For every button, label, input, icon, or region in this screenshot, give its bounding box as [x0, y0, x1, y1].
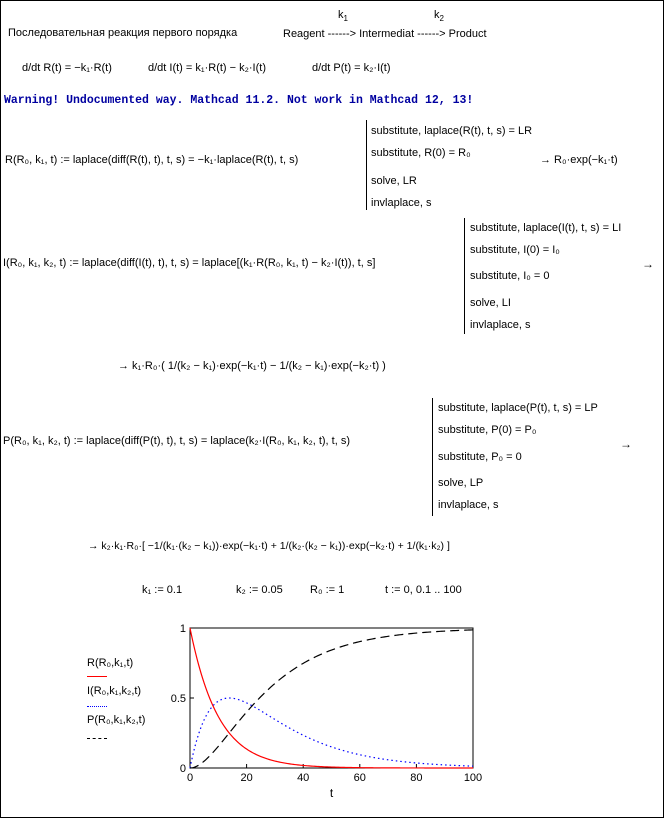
R-cmd-2: substitute, R(0) = R₀ — [371, 147, 471, 159]
P-cmd-4: solve, LP — [438, 477, 484, 489]
legend-swatch-I — [87, 706, 107, 707]
legend-swatch-R — [87, 676, 107, 677]
ode-I: d/dt I(t) = k₁·R(t) − k₂·I(t) — [148, 62, 266, 74]
R-cmd-4: invlaplace, s — [371, 197, 432, 209]
I-cmd-5: invlaplace, s — [470, 319, 531, 331]
y-tick-label: 1 — [179, 623, 186, 635]
I-cmd-4: solve, LI — [470, 297, 511, 309]
param-R0: R₀ := 1 — [310, 584, 345, 596]
P-cmd-5: invlaplace, s — [438, 499, 499, 511]
x-tick-label: 80 — [410, 772, 423, 784]
I-cmd-3: substitute, I₀ = 0 — [470, 270, 550, 282]
ode-P: d/dt P(t) = k₂·I(t) — [312, 62, 391, 74]
I-definition: I(R₀, k₁, k₂, t) := laplace(diff(I(t), t), t, s) = laplace[(k₁·R(R₀, k₁, t) − k₂·I(t)), t, s] — [3, 257, 376, 269]
x-tick-label: 100 — [463, 772, 483, 784]
I-arrow: → — [642, 257, 654, 271]
P-command-bar — [432, 398, 433, 516]
param-k1: k₁ := 0.1 — [142, 584, 183, 596]
param-t: t := 0, 0.1 .. 100 — [385, 584, 462, 596]
concentration-chart — [160, 618, 490, 808]
R-cmd-3: solve, LR — [371, 175, 417, 187]
x-tick-label: 40 — [297, 772, 310, 784]
P-cmd-3: substitute, P₀ = 0 — [438, 451, 522, 463]
x-tick-label: 0 — [186, 772, 194, 784]
series-line-0 — [190, 628, 473, 768]
series-line-2 — [190, 630, 473, 768]
page-title: Последовательная реакция первого порядка — [8, 27, 238, 39]
I-command-bar — [464, 218, 465, 334]
P-arrow: → — [620, 437, 632, 451]
P-cmd-2: substitute, P(0) = P₀ — [438, 424, 537, 436]
plot-area — [190, 628, 473, 768]
x-tick-label: 20 — [240, 772, 253, 784]
ode-R: d/dt R(t) = −k₁·R(t) — [22, 62, 112, 74]
warning-text: Warning! Undocumented way. Mathcad 11.2. Not work in Mathcad 12, 13! — [4, 94, 474, 107]
x-axis-label: t — [329, 786, 334, 800]
R-result: → R₀·exp(−k₁·t) — [540, 154, 618, 166]
legend-label-I: I(R₀,k₁,k₂,t) — [87, 685, 142, 697]
y-tick-label: 0 — [179, 763, 186, 775]
R-command-bar — [366, 120, 367, 210]
legend-label-P: P(R₀,k₁,k₂,t) — [87, 714, 146, 726]
series-line-1 — [190, 698, 473, 768]
P-cmd-1: substitute, laplace(P(t), t, s) = LP — [438, 402, 598, 414]
R-definition: R(R₀, k₁, t) := laplace(diff(R(t), t), t, s) = −k₁·laplace(R(t), t, s) — [5, 154, 299, 166]
reaction-scheme: Reagent ------> Intermediat ------> Product — [283, 28, 487, 40]
x-tick-label: 60 — [353, 772, 366, 784]
legend-label-R: R(R₀,k₁,t) — [87, 657, 134, 669]
param-k2: k₂ := 0.05 — [236, 584, 283, 596]
k2-label: $k_2$ — [434, 9, 444, 24]
legend-swatch-P — [87, 738, 107, 739]
I-result: → k₁·R₀·( 1/(k₂ − k₁)·exp(−k₁·t) − 1/(k₂ − k₁)·exp(−k₂·t) ) — [118, 360, 386, 372]
R-cmd-1: substitute, laplace(R(t), t, s) = LR — [371, 125, 533, 137]
I-cmd-1: substitute, laplace(I(t), t, s) = LI — [470, 222, 622, 234]
k1-label: $k_1$ — [338, 9, 348, 24]
P-definition: P(R₀, k₁, k₂, t) := laplace(diff(P(t), t), t, s) = laplace(k₂·I(R₀, k₁, k₂, t), t, s) — [3, 435, 350, 447]
I-cmd-2: substitute, I(0) = I₀ — [470, 244, 560, 256]
P-result: → k₂·k₁·R₀·[ −1/(k₁·(k₂ − k₁))·exp(−k₁·t) + 1/(k₂·(k₂ − k₁))·exp(−k₂·t) + 1/(k₁·k₂) ] — [88, 540, 450, 552]
y-tick-label: 0.5 — [170, 693, 186, 705]
